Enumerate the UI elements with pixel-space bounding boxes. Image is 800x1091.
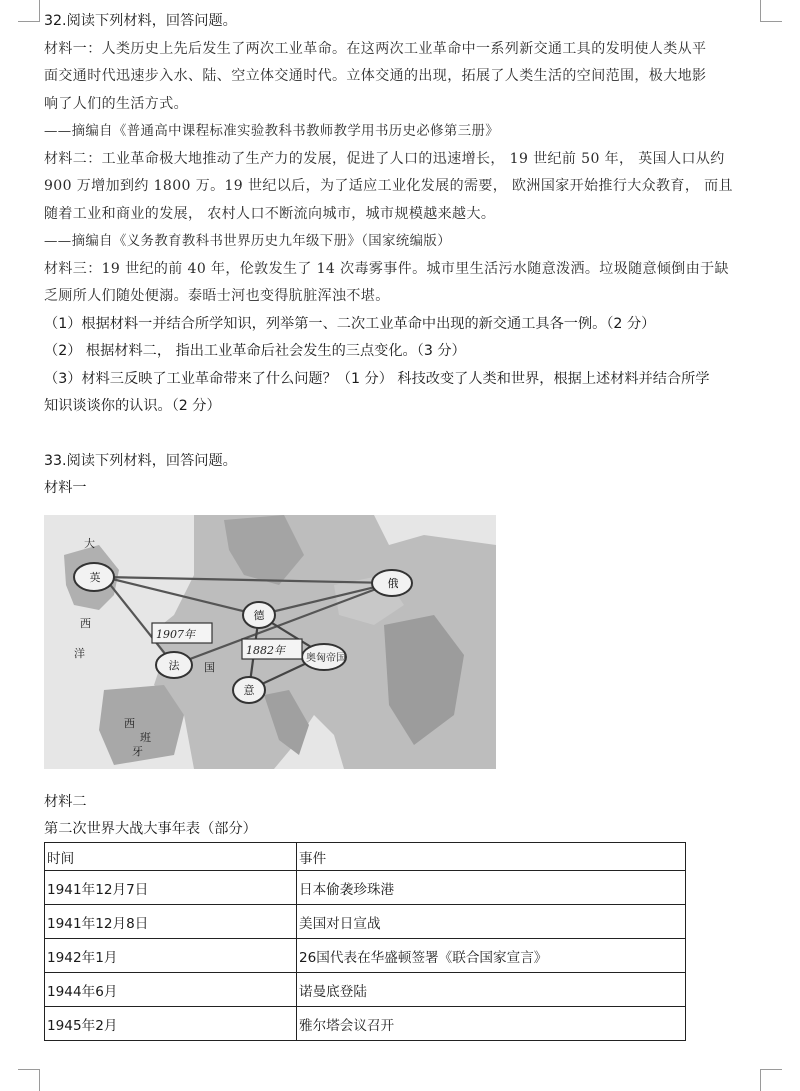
map-region-label: 班 — [140, 730, 151, 744]
q32-question-1: （1）根据材料一并结合所学知识，列举第一、二次工业革命中出现的新交通工具各一例。（2 分） — [44, 315, 656, 332]
spacer — [44, 421, 760, 448]
document-page — [44, 8, 760, 1041]
q32-material3-line: 乏厕所人们随处便溺。泰晤士河也变得肮脏浑浊不堪。 — [44, 288, 390, 304]
alliance-map — [44, 515, 496, 769]
map-year-entente: 1907年 — [156, 627, 195, 641]
q33-material1-label: 材料一 — [44, 480, 87, 496]
table-header-event: 事件 — [297, 843, 686, 871]
q32-material1-line: 面交通时代迅速步入水、陆、空立体交通时代。立体交通的出现，拓展了人类生活的空间范围，极大地影 — [44, 68, 707, 84]
ww2-events-table — [44, 842, 686, 1041]
table-header-time: 时间 — [45, 843, 297, 871]
q32-material3-line: 材料三：19 世纪的前 40 年，伦敦发生了 14 次毒雾事件。城市里生活污水随意泼洒。垃圾随意倾倒由于缺 — [44, 260, 729, 277]
q32-question-3: （3）材料三反映了工业革命带来了什么问题？（1 分） 科技改变了人类和世界，根据上述材料并结合所学 — [44, 370, 710, 387]
table-cell-event: 美国对日宣战 — [297, 905, 686, 939]
map-region-label: 国 — [204, 660, 215, 674]
q32-material2-line: 900 万增加到约 1800 万。19 世纪以后，为了适应工业化发展的需要， 欧洲国家开始推行大众教育， 而且 — [44, 178, 733, 194]
map-year-alliance: 1882年 — [246, 643, 285, 657]
map-label-britain: 英 — [89, 570, 101, 584]
table-cell-event: 诺曼底登陆 — [297, 973, 686, 1007]
table-cell-time: 1941年12月8日 — [45, 905, 297, 939]
table-title: 第二次世界大战大事年表（部分） — [44, 821, 257, 837]
table-cell-time: 1942年1月 — [45, 939, 297, 973]
corner-mark-top-left — [18, 0, 40, 22]
q32-source2: ——摘编自《义务教育教科书世界历史九年级下册》（国家统编版） — [44, 234, 452, 249]
q32-heading: 32.阅读下列材料，回答问题。 — [44, 13, 237, 29]
table-header-row — [45, 843, 686, 871]
q32-material2-line: 材料二：工业革命极大地推动了生产力的发展，促进了人口的迅速增长， 19 世纪前 50 年， 英国人口从约 — [44, 150, 725, 167]
table-row — [45, 871, 686, 905]
q32-material1-line: 材料一：人类历史上先后发生了两次工业革命。在这两次工业革命中一系列新交通工具的发明使人类从平 — [44, 40, 707, 57]
q32-source1: ——摘编自《普通高中课程标准实验教科书教师教学用书历史必修第三册》 — [44, 124, 500, 139]
q32-material2-line: 随着工业和商业的发展， 农村人口不断流向城市，城市规模越来越大。 — [44, 205, 496, 222]
table-row — [45, 939, 686, 973]
map-region-label: 牙 — [132, 744, 143, 758]
map-label-russia: 俄 — [387, 576, 399, 590]
q32-question-2: （2） 根据材料二， 指出工业革命后社会发生的三点变化。（3 分） — [44, 343, 466, 359]
q32-material1-line: 响了人们的生活方式。 — [44, 95, 188, 112]
table-cell-time: 1941年12月7日 — [45, 871, 297, 905]
table-cell-time: 1944年6月 — [45, 973, 297, 1007]
corner-mark-bottom-right — [760, 1069, 782, 1091]
corner-mark-bottom-left — [18, 1069, 40, 1091]
q33-material2-label: 材料二 — [44, 793, 87, 810]
table-row — [45, 973, 686, 1007]
table-cell-time: 1945年2月 — [45, 1007, 297, 1041]
corner-mark-top-right — [760, 0, 782, 22]
map-label-italy: 意 — [243, 683, 255, 697]
table-cell-event: 26国代表在华盛顿签署《联合国家宣言》 — [297, 939, 686, 973]
map-region-label: 大 — [84, 536, 95, 550]
map-label-germany: 德 — [253, 608, 265, 622]
map-region-label: 西 — [124, 716, 135, 730]
map-label-austria: 奥匈帝国 — [306, 652, 346, 664]
map-region-label: 洋 — [74, 646, 85, 660]
table-cell-event: 雅尔塔会议召开 — [297, 1007, 686, 1041]
table-row — [45, 1007, 686, 1041]
map-label-france: 法 — [168, 658, 180, 672]
q33-heading: 33.阅读下列材料，回答问题。 — [44, 452, 237, 469]
table-row — [45, 905, 686, 939]
map-region-label: 西 — [80, 616, 91, 630]
table-cell-event: 日本偷袭珍珠港 — [297, 871, 686, 905]
q32-question-3-cont: 知识谈谈你的认识。（2 分） — [44, 398, 221, 414]
